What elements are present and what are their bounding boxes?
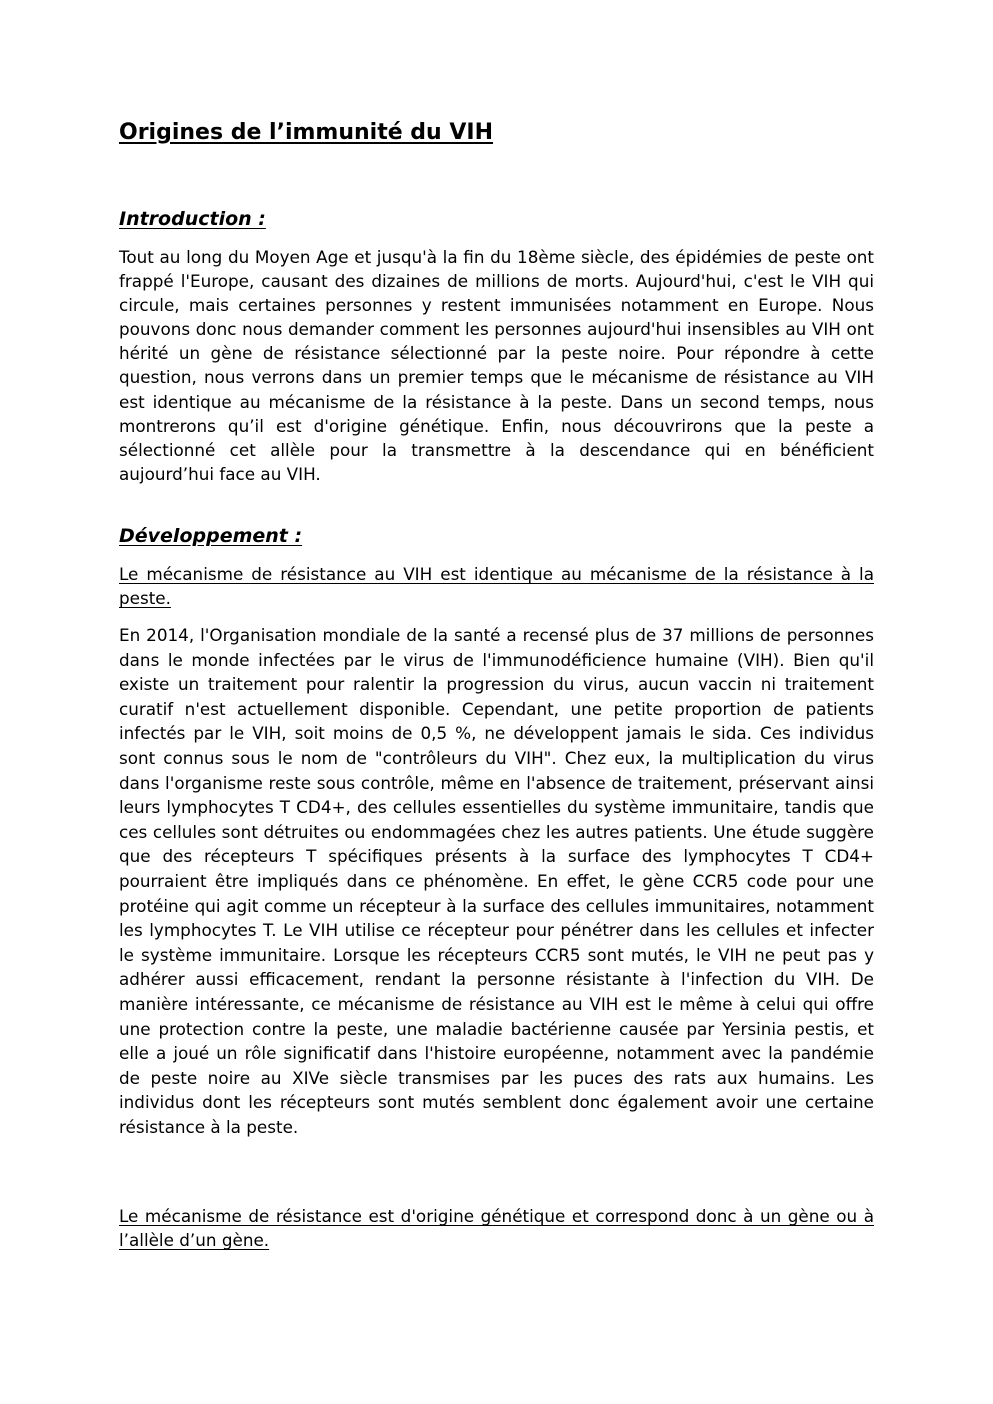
development-subheading-genetic-origin: Le mécanisme de résistance est d'origine génétique et correspond donc à un gène ou à l’allèle d’un gène. (119, 1206, 874, 1251)
development-subheading-mechanism: Le mécanisme de résistance au VIH est identique au mécanisme de la résistance à la peste. (119, 564, 874, 609)
development-paragraph-mechanism: En 2014, l'Organisation mondiale de la santé a recensé plus de 37 millions de personnes dans le monde infectées par le virus de l'immunodéficience humaine (VIH). Bien qu'il existe un traitement pour ralentir la progression du virus, aucun vaccin ni traitement curatif n'est actuellement disponible. Cependant, une petite proportion de patients infectés par le VIH, soit moins de 0,5 %, ne développent jamais le sida. Ces individus sont connus sous le nom de "contrôleurs du VIH". Chez eux, la multiplication du virus dans l'organisme reste sous contrôle, même en l'absence de traitement, préservant ainsi leurs lymphocytes T CD4+, des cellules essentielles du système immunitaire, tandis que ces cellules sont détruites ou endommagées chez les autres patients. Une étude suggère que des récepteurs T spécifiques présents à la surface des lymphocytes T CD4+ pourraient être impliqués dans ce phénomène. En effet, le gène CCR5 code pour une protéine qui agit comme un récepteur à la surface des cellules immunitaires, notamment les lymphocytes T. Le VIH utilise ce récepteur pour pénétrer dans les cellules et infecter le système immunitaire. Lorsque les récepteurs CCR5 sont mutés, le VIH ne peut pas y adhérer aussi efficacement, rendant la personne résistante à l'infection du VIH. De manière intéressante, ce mécanisme de résistance au VIH est le même à celui qui offre une protection contre la peste, une maladie bactérienne causée par Yersinia pestis, et elle a joué un rôle significatif dans l'histoire européenne, notamment avec la pandémie de peste noire au XIVe siècle transmises par les puces des rats aux humains. Les individus dont les récepteurs sont mutés semblent donc également avoir une certaine résistance à la peste. (119, 625, 874, 1137)
introduction-heading: Introduction : (119, 208, 266, 230)
introduction-paragraph: Tout au long du Moyen Age et jusqu'à la fin du 18ème siècle, des épidémies de peste ont frappé l'Europe, causant des dizaines de millions de morts. Aujourd'hui, c'est le VIH qui circule, mais certaines personnes y restent immunisées notamment en Europe. Nous pouvons donc nous demander comment les personnes aujourd'hui insensibles au VIH ont hérité un gène de résistance sélectionné par la peste noire. Pour répondre à cette question, nous verrons dans un premier temps que le mécanisme de résistance au VIH est identique au mécanisme de la résistance à la peste. Dans un second temps, nous montrerons qu’il est d'origine génétique. Enfin, nous découvrirons que la peste a sélectionné cet allèle pour la transmettre à la descendance qui en bénéficient aujourd’hui face au VIH. (119, 247, 874, 484)
development-heading: Développement : (119, 525, 303, 547)
document-title: Origines de l’immunité du VIH (119, 120, 493, 145)
